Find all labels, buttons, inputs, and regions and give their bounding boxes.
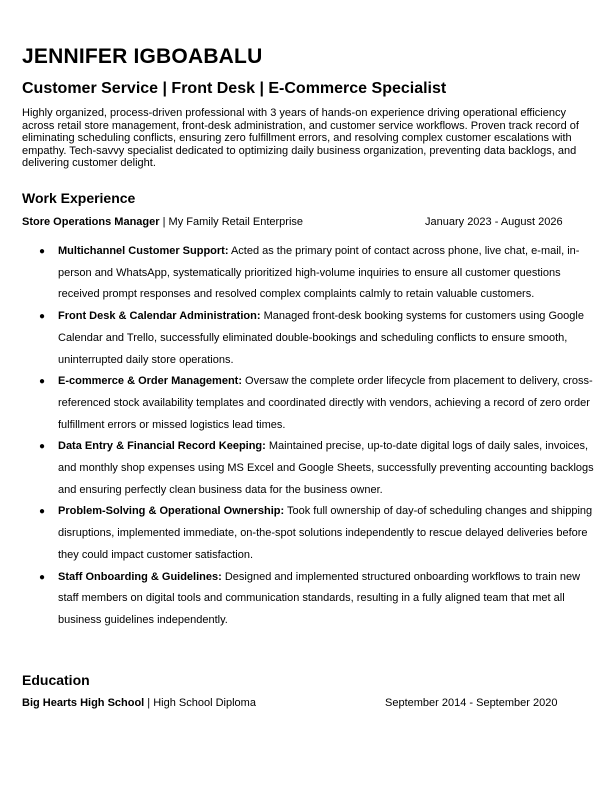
- bullet-text: Took full ownership of day-of scheduling changes and shipping disruptions, implemented immediate, on-the-spot solutions independently to rescue delayed deliveries before they could impact customer satisfaction.: [58, 505, 593, 561]
- list-item: [22, 567, 594, 632]
- job-header: [22, 216, 577, 228]
- job-role: Store Operations Manager: [22, 216, 160, 228]
- job-separator: |: [159, 216, 169, 228]
- bullet-title: E-commerce & Order Management:: [58, 375, 242, 388]
- list-item: [22, 241, 594, 306]
- bullet-title: Front Desk & Calendar Administration:: [58, 310, 261, 323]
- list-item: [22, 436, 594, 501]
- degree: High School Diploma: [153, 697, 256, 709]
- job-dates: January 2023 - August 2026: [425, 216, 563, 228]
- job-company: My Family Retail Enterprise: [168, 216, 304, 228]
- bullet-text: Acted as the primary point of contact across phone, live chat, e-mail, in-person and WhatsApp, systematically prioritized high-volume inquiries to ensure all customer questions received prompt responses and resolved complex complaints calmly to retain valuable customers.: [58, 245, 580, 301]
- bullet-text: Managed front-desk booking systems for customers using Google Calendar and Trello, successfully eliminated double-bookings and scheduling conflicts to ensure smooth, uninterrupted daily store operations.: [58, 310, 584, 366]
- bullet-title: Problem-Solving & Operational Ownership:: [58, 505, 285, 518]
- bullet-icon: ●: [39, 441, 46, 453]
- education-heading: Education: [22, 672, 90, 688]
- bullet-icon: ●: [39, 311, 46, 323]
- bullet-title: Staff Onboarding & Guidelines:: [58, 570, 222, 583]
- bullet-title: Data Entry & Financial Record Keeping:: [58, 440, 266, 453]
- bullet-title: Multichannel Customer Support:: [58, 245, 229, 257]
- school-name: Big Hearts High School: [22, 697, 145, 709]
- bullet-icon: ●: [39, 506, 46, 518]
- list-item: [22, 306, 594, 371]
- education-separator: |: [144, 697, 154, 709]
- bullet-text: Oversaw the complete order lifecycle from placement to delivery, cross-referenced stock availability templates and coordinated directly with vendors, achieving a record of zero order fulfillment errors or missed logistics lead times.: [58, 375, 593, 431]
- candidate-name: JENNIFER IGBOABALU: [22, 45, 263, 68]
- list-item: [22, 501, 594, 566]
- bullet-icon: ●: [39, 376, 46, 388]
- summary: Highly organized, process-driven professional with 3 years of hands-on experience driving operational efficiency across retail store management, front-desk administration, and customer service workflows. Proven track record of eliminating scheduling conflicts, ensuring zero fulfillment errors, and resolving complex customer escalations with empathy. Tech-savvy specialist dedicated to optimizing daily business organization, preventing data backlogs, and delivering customer delight.: [22, 107, 579, 170]
- bullet-icon: ●: [39, 246, 46, 257]
- list-item: [22, 371, 594, 436]
- education-dates: September 2014 - September 2020: [385, 697, 558, 709]
- bullet-text: Maintained precise, up-to-date digital logs of daily sales, invoices, and monthly shop expenses using MS Excel and Google Sheets, successfully preventing accounting backlogs and ensuring perfectly clean business data for the business owner.: [58, 440, 594, 496]
- job-bullet-list: [22, 241, 594, 632]
- bullet-icon: ●: [39, 571, 46, 583]
- education-header: [22, 697, 577, 709]
- headline: Customer Service | Front Desk | E-Commerce Specialist: [22, 80, 447, 97]
- work-experience-heading: Work Experience: [22, 190, 136, 206]
- bullet-text: Designed and implemented structured onboarding workflows to train new staff members on digital tools and communication standards, resulting in a fully aligned team that met all business guidelines independently.: [58, 570, 581, 626]
